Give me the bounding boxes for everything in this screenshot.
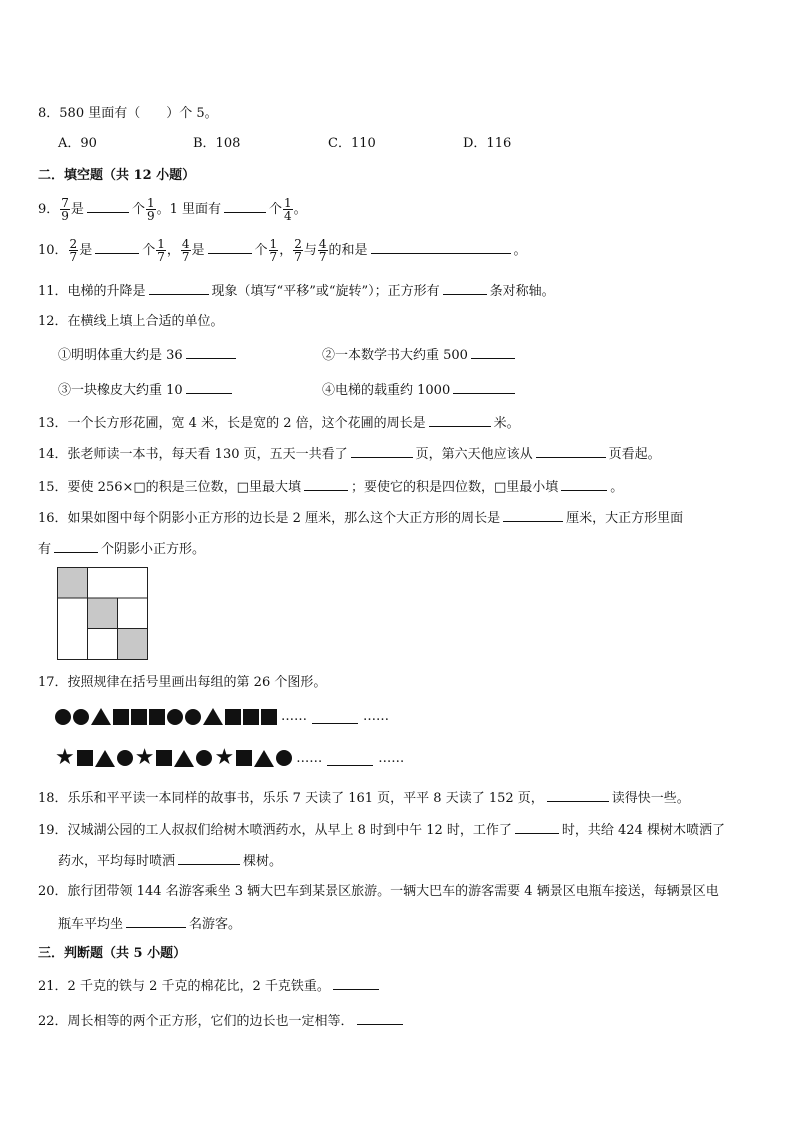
circle-icon — [55, 709, 71, 725]
q17-stem: 17．按照规律在括号里画出每组的第 26 个图形。 — [38, 675, 327, 690]
q22: 22．周长相等的两个正方形，它们的边长也一定相等． — [38, 1010, 406, 1032]
circle-icon — [73, 709, 89, 725]
q8-options — [58, 134, 598, 154]
circle-icon — [117, 750, 133, 766]
square-icon — [131, 709, 147, 725]
q20-line-1: 20．旅行团带领 144 名游客乘坐 3 辆大巴车到某景区旅游。一辆大巴车的游客需要 4 辆景区电瓶车接送，每辆景区电 — [38, 884, 719, 899]
triangle-icon — [203, 708, 223, 725]
q16-line-2: 有 个阴影小正方形。 — [38, 538, 205, 560]
section-3-heading: 三．判断题（共 5 小题） — [38, 946, 187, 961]
circle-icon — [185, 709, 201, 725]
fraction: $\frac{1}{9}$ — [146, 196, 155, 223]
circle-icon — [276, 750, 292, 766]
q8-option-b[interactable]: B．108 — [193, 136, 241, 151]
q19-blank-2[interactable] — [178, 850, 240, 865]
square-icon — [113, 709, 129, 725]
triangle-icon — [174, 750, 194, 767]
q20-line-2: 瓶车平均坐 名游客。 — [58, 913, 241, 935]
q19-blank-1[interactable] — [515, 819, 559, 834]
shaded-square-1 — [58, 568, 88, 599]
square-icon — [156, 750, 172, 766]
q14-blank-2[interactable] — [536, 443, 606, 458]
triangle-icon — [91, 708, 111, 725]
q12-blank-3[interactable] — [186, 379, 232, 394]
q19-line-1: 19．汉城湖公园的工人叔叔们给树木喷洒药水，从早上 8 时到中午 12 时，工作了 时，共给 424 棵树木喷洒了 — [38, 819, 725, 841]
fraction: $\frac{2}{7}$ — [294, 237, 302, 264]
q10-blank-3[interactable] — [371, 239, 511, 254]
q17-sequence-2: ★ ★ ★ …… …… — [55, 745, 405, 770]
q16-line-1: 16．如果如图中每个阴影小正方形的边长是 2 厘米，那么这个大正方形的周长是 厘米，大正方形里面 — [38, 507, 683, 529]
q11-blank-2[interactable] — [443, 280, 487, 295]
q10-blank-2[interactable] — [208, 239, 252, 254]
fraction: $\frac{4}{7}$ — [318, 237, 327, 264]
q9-blank-2[interactable] — [224, 198, 266, 213]
shaded-squares-figure — [57, 567, 149, 661]
q8-option-d[interactable]: D．116 — [463, 136, 512, 151]
triangle-icon — [95, 750, 115, 767]
triangle-icon — [254, 750, 274, 767]
square-icon — [225, 709, 241, 725]
q22-blank[interactable] — [357, 1010, 403, 1025]
q21: 21．2 千克的铁与 2 千克的棉花比，2 千克铁重。 — [38, 975, 382, 997]
q8-stem: 8．580 里面有（ ）个 5。 — [38, 106, 218, 121]
q12-blank-2[interactable] — [471, 344, 515, 359]
square-icon — [236, 750, 252, 766]
q10: 10． $\frac{2}{7}$ 是 个 $\frac{1}{7}$ ， $\frac{4}{7}$ 是 个 $\frac{1}{7}$ ， $\frac{2}{7}$ 与 $\frac{4}{7}$ 的和是 。 — [38, 237, 527, 264]
q10-blank-1[interactable] — [95, 239, 139, 254]
q19-line-2: 药水，平均每时喷洒 棵树。 — [58, 850, 282, 872]
q12-row-2: ③一块橡皮大约重 10 ④电梯的载重约 1000 — [58, 379, 518, 401]
q12-blank-1[interactable] — [186, 344, 236, 359]
q9: 9． $\frac{7}{9}$ 是 个 $\frac{1}{9}$ 。1 里面有 个 $\frac{1}{4}$ 。 — [38, 196, 307, 223]
q13: 13．一个长方形花圃，宽 4 米，长是宽的 2 倍，这个花圃的周长是 米。 — [38, 412, 520, 434]
fraction: $\frac{1}{4}$ — [284, 196, 292, 223]
q20-blank[interactable] — [126, 913, 186, 928]
shaded-square-2 — [88, 598, 118, 629]
q14: 14．张老师读一本书，每天看 130 页，五天一共看了 页，第六天他应该从 页看起。 — [38, 443, 661, 465]
q15: 15．要使 256×□的积是三位数，□里最大填 ；要使它的积是四位数，□里最小填 。 — [38, 476, 623, 498]
q14-blank-1[interactable] — [351, 443, 413, 458]
q17-sequence-1: …… …… — [55, 708, 391, 725]
square-icon — [243, 709, 259, 725]
section-2-heading: 二．填空题（共 12 小题） — [38, 168, 196, 183]
square-icon — [261, 709, 277, 725]
star-icon: ★ — [55, 745, 75, 770]
q16-blank-2[interactable] — [54, 538, 98, 553]
q17-blank-1[interactable] — [312, 709, 358, 724]
q11-blank-1[interactable] — [149, 280, 209, 295]
q21-blank[interactable] — [333, 975, 379, 990]
fraction: $\frac{4}{7}$ — [181, 237, 190, 264]
q15-blank-2[interactable] — [561, 476, 607, 491]
square-icon — [149, 709, 165, 725]
q17-blank-2[interactable] — [327, 751, 373, 766]
square-icon — [77, 750, 93, 766]
q12-stem: 12．在横线上填上合适的单位。 — [38, 314, 224, 329]
q18-blank[interactable] — [547, 787, 609, 802]
q15-blank-1[interactable] — [304, 476, 348, 491]
shaded-square-3 — [118, 629, 148, 660]
fraction: $\frac{7}{9}$ — [61, 196, 69, 223]
q13-blank[interactable] — [429, 412, 491, 427]
fraction: $\frac{2}{7}$ — [69, 237, 78, 264]
q8-option-a[interactable]: A．90 — [58, 136, 97, 151]
fraction: $\frac{1}{7}$ — [157, 237, 165, 264]
q16-blank-1[interactable] — [503, 507, 563, 522]
q18: 18．乐乐和平平读一本同样的故事书，乐乐 7 天读了 161 页，平平 8 天读了 152 页， 读得快一些。 — [38, 787, 690, 809]
q8-option-c[interactable]: C．110 — [328, 136, 376, 151]
star-icon: ★ — [214, 745, 235, 770]
q9-blank-1[interactable] — [87, 198, 129, 213]
fraction: $\frac{1}{7}$ — [269, 237, 278, 264]
circle-icon — [167, 709, 183, 725]
star-icon: ★ — [134, 745, 155, 770]
q12-row-1: ①明明体重大约是 36 ②一本数学书大约重 500 — [58, 344, 518, 366]
circle-icon — [196, 750, 212, 766]
q11: 11．电梯的升降是 现象（填写“平移”或“旋转”）；正方形有 条对称轴。 — [38, 280, 555, 302]
q12-blank-4[interactable] — [453, 379, 515, 394]
